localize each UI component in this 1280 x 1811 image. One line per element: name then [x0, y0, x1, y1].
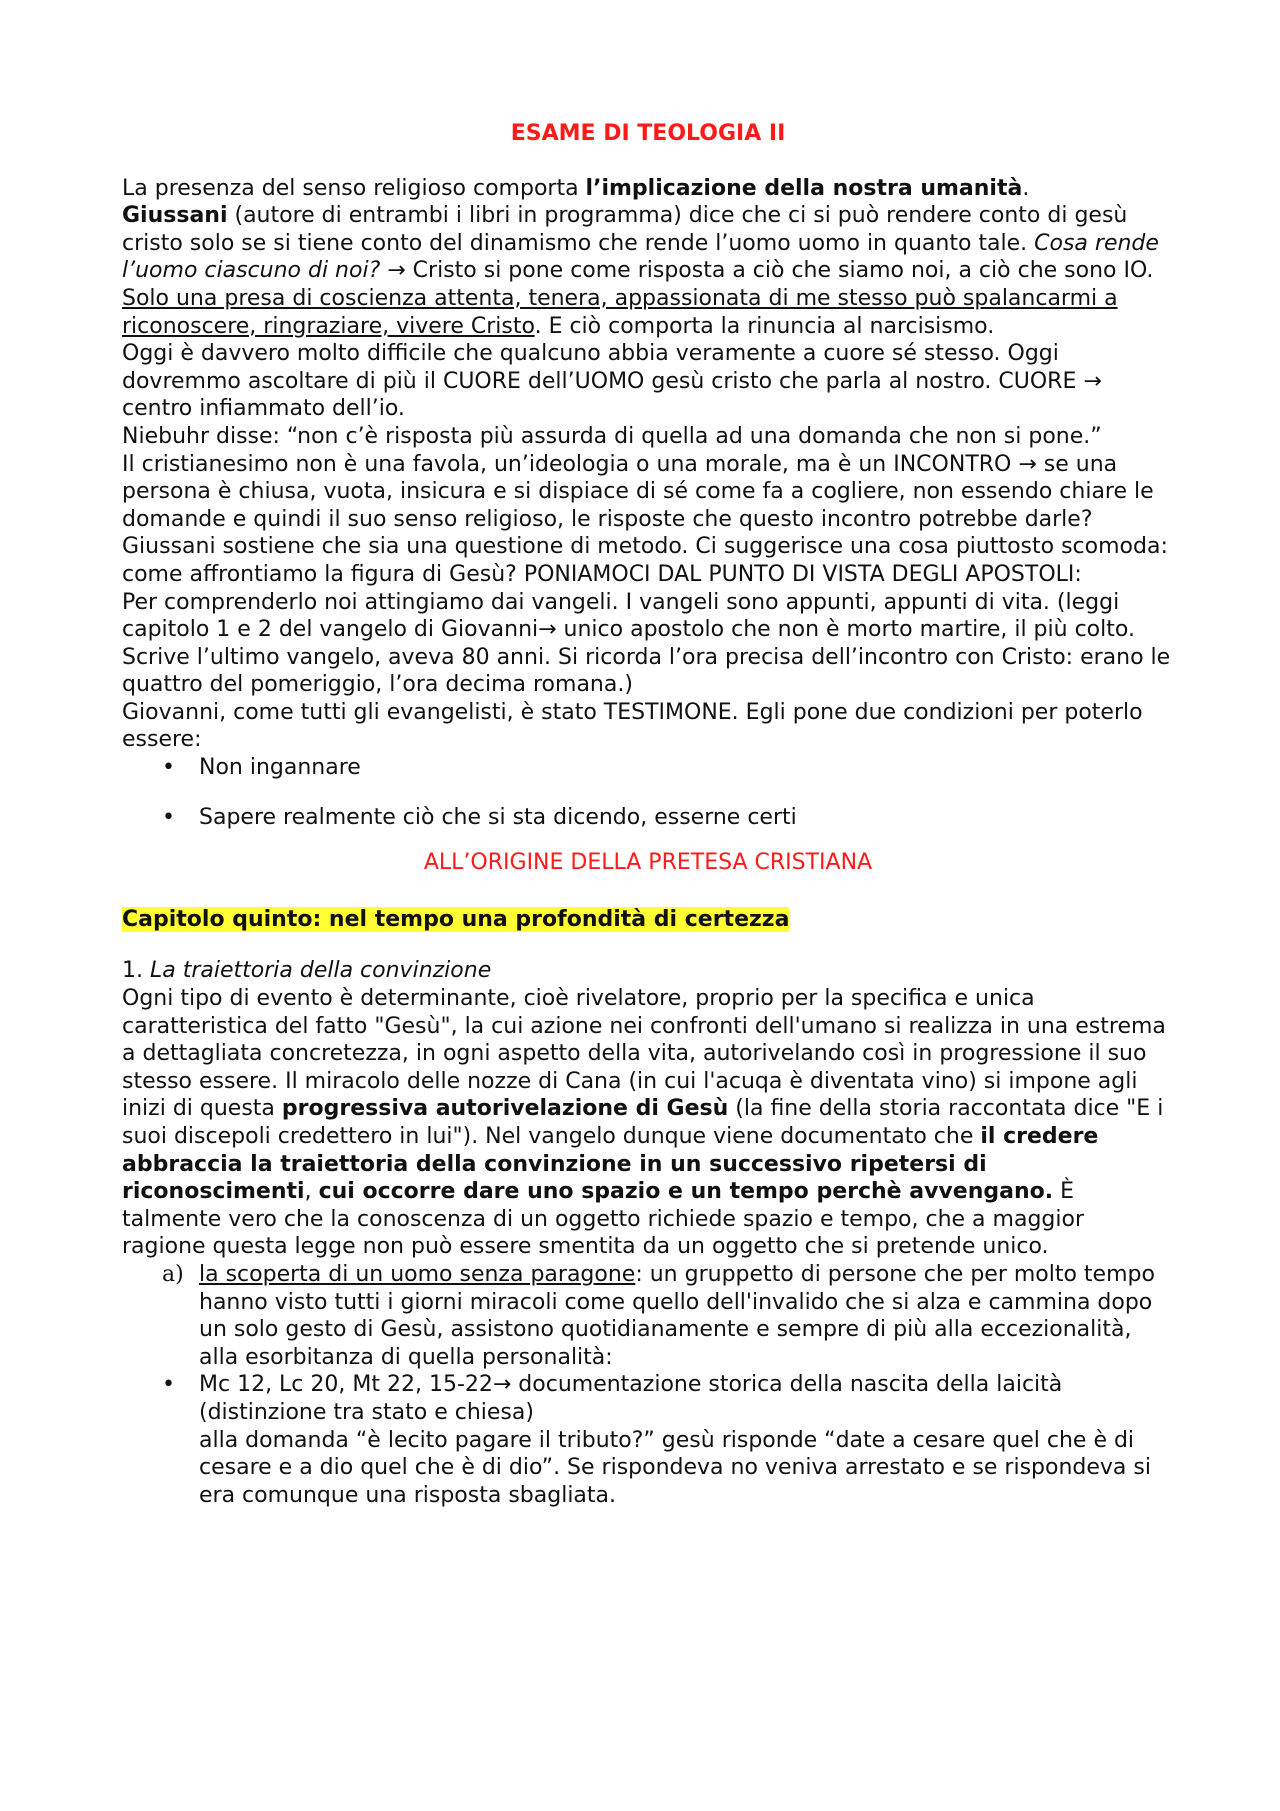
paragraph-umanita [122, 175, 1174, 341]
bold-run: progressiva autorivelazione di Gesù [281, 1096, 729, 1122]
list-item-text: Sapere realmente ciò che si sta dicendo, esserne certi [199, 804, 797, 830]
highlighted-run: Capitolo quinto: nel tempo una profondità di certezza [122, 906, 790, 932]
paragraph-metodo: Giussani sostiene che sia una questione di metodo. Ci suggerisce una cosa piuttosto scomoda: come affrontiamo la figura di Gesù? PONIAMOCI DAL PUNTO DI VISTA DEGLI APOSTOLI: [122, 534, 1168, 587]
paragraph-traiettoria [122, 985, 1174, 1261]
text-run: , [304, 1179, 319, 1205]
paragraph-niebuhr: Niebuhr disse: “non c’è risposta più assurda di quella ad una domanda che non si pone.” [122, 423, 1102, 449]
tributo-list [122, 1371, 1174, 1509]
italic-run: La traiettoria della convinzione [149, 958, 492, 984]
paragraph-testimone: Giovanni, come tutti gli evangelisti, è stato TESTIMONE. Egli pone due condizioni per poterlo essere: [122, 699, 1143, 753]
paragraph-cuore: Oggi è davvero molto difficile che qualcuno abbia veramente a cuore sé stesso. Oggi dovremmo ascoltare di più il CUORE dell’UOMO gesù cristo che parla al nostro. CUORE → centro infiammato dell’io. [122, 341, 1102, 422]
bold-run: il credere abbraccia la traiettoria della convinzione in un successivo ripetersi di riconoscimenti [122, 1124, 1099, 1205]
list-marker: a) [162, 1261, 184, 1287]
underlined-run: Solo una presa di coscienza attenta, tenera, appassionata di me stesso può spalancarmi a riconoscere, ringraziare, vivere Cristo [122, 285, 1118, 339]
list-item-text: alla domanda “è lecito pagare il tributo?” gesù risponde “date a cesare quel che è di cesare e a dio quel che è di dio”. Se rispondeva no veniva arrestato e se rispondeva si era comunque una risposta sbagliata. [199, 1427, 1151, 1508]
text-run: (la fine della storia raccontata dice "E i suoi discepoli credettero in lui"). Nel vangelo dunque viene documentato che [122, 1096, 1164, 1149]
text-run: → Cristo si pone come risposta a ciò che siamo noi, a ciò che sono IO. [380, 258, 1154, 284]
list-item [122, 1371, 1174, 1509]
text-run: . E ciò comporta la rinuncia al narcisismo. [534, 313, 995, 339]
section-title: ALL’ORIGINE DELLA PRETESA CRISTIANA [423, 850, 873, 876]
subsection-number: 1. [122, 958, 150, 984]
list-item [122, 1261, 1174, 1371]
document-title: ESAME DI TEOLOGIA II [510, 121, 786, 146]
text-run: La presenza del senso religioso comporta [122, 175, 586, 201]
alpha-list [122, 1261, 1174, 1371]
text-run: Ogni tipo di evento è determinante, cioè rivelatore, proprio per la specifica e unica caratteristica del fatto "Gesù", la cui azione nei confronti dell'umano si realizza in una estrema a dettagliata concretezza, in ogni aspetto della vita, autorivelando così in progressione il suo stesso essere. Il miracolo delle nozze di Cana (in cui l'acuqa è diventata vino) si impone agli inizi di questa [122, 986, 1166, 1122]
underlined-run: la scoperta di un uomo senza paragone [199, 1261, 636, 1287]
list-item-text: Mc 12, Lc 20, Mt 22, 15-22→ documentazione storica della nascita della laicità (distinzione tra stato e chiesa) [199, 1372, 1063, 1425]
text-run: (autore di entrambi i libri in programma) dice che ci si può rendere conto di gesù cristo solo se si tiene conto del dinamismo che rende l’uomo uomo in quanto tale. [122, 203, 1128, 256]
text-run: È talmente vero che la conoscenza di un oggetto richiede spazio e tempo, che a maggior ragione questa legge non può essere smentita da un oggetto che si pretende unico. [122, 1179, 1084, 1260]
subsection-title [122, 957, 1174, 985]
conditions-list [122, 754, 1174, 831]
list-item [122, 754, 1174, 782]
paragraph-incontro: Il cristianesimo non è una favola, un’ideologia o una morale, ma è un INCONTRO → se una persona è chiusa, vuota, insicura e si dispiace di sé come fa a cogliere, non essendo chiare le domande e quindi il suo senso religioso, le risposte che questo incontro potrebbe darle? [122, 451, 1154, 532]
list-item [122, 804, 1174, 832]
bullet-icon: • [162, 755, 175, 781]
bold-run: cui occorre dare uno spazio e un tempo perchè avvengano. [318, 1179, 1054, 1205]
chapter-title [122, 906, 1174, 934]
text-run: . [1022, 175, 1030, 201]
document-body [122, 120, 1174, 1509]
paragraph-vangeli: Per comprenderlo noi attingiamo dai vangeli. I vangeli sono appunti, appunti di vita. (leggi capitolo 1 e 2 del vangelo di Giovanni→ unico apostolo che non è morto martire, il più colto. Scrive l’ultimo vangelo, aveva 80 anni. Si ricorda l’ora precisa dell’incontro con Cristo: erano le quattro del pomeriggio, l’ora decima romana.) [122, 589, 1171, 698]
bold-run: Giussani [122, 203, 228, 229]
text-run: : un gruppetto di persone che per molto tempo hanno visto tutti i giorni miracoli come quello dell'invalido che si alza e cammina dopo un solo gesto di Gesù, assistono quotidianamente e sempre di più alla eccezionalità, alla esorbitanza di quella personalità: [199, 1261, 1155, 1370]
italic-run: Cosa rende l’uomo ciascuno di noi? [122, 230, 1159, 284]
list-item-text: Non ingannare [199, 755, 361, 781]
bold-run: l’implicazione della nostra umanità [585, 175, 1023, 201]
bullet-icon: • [162, 804, 175, 830]
bullet-icon: • [162, 1372, 175, 1398]
